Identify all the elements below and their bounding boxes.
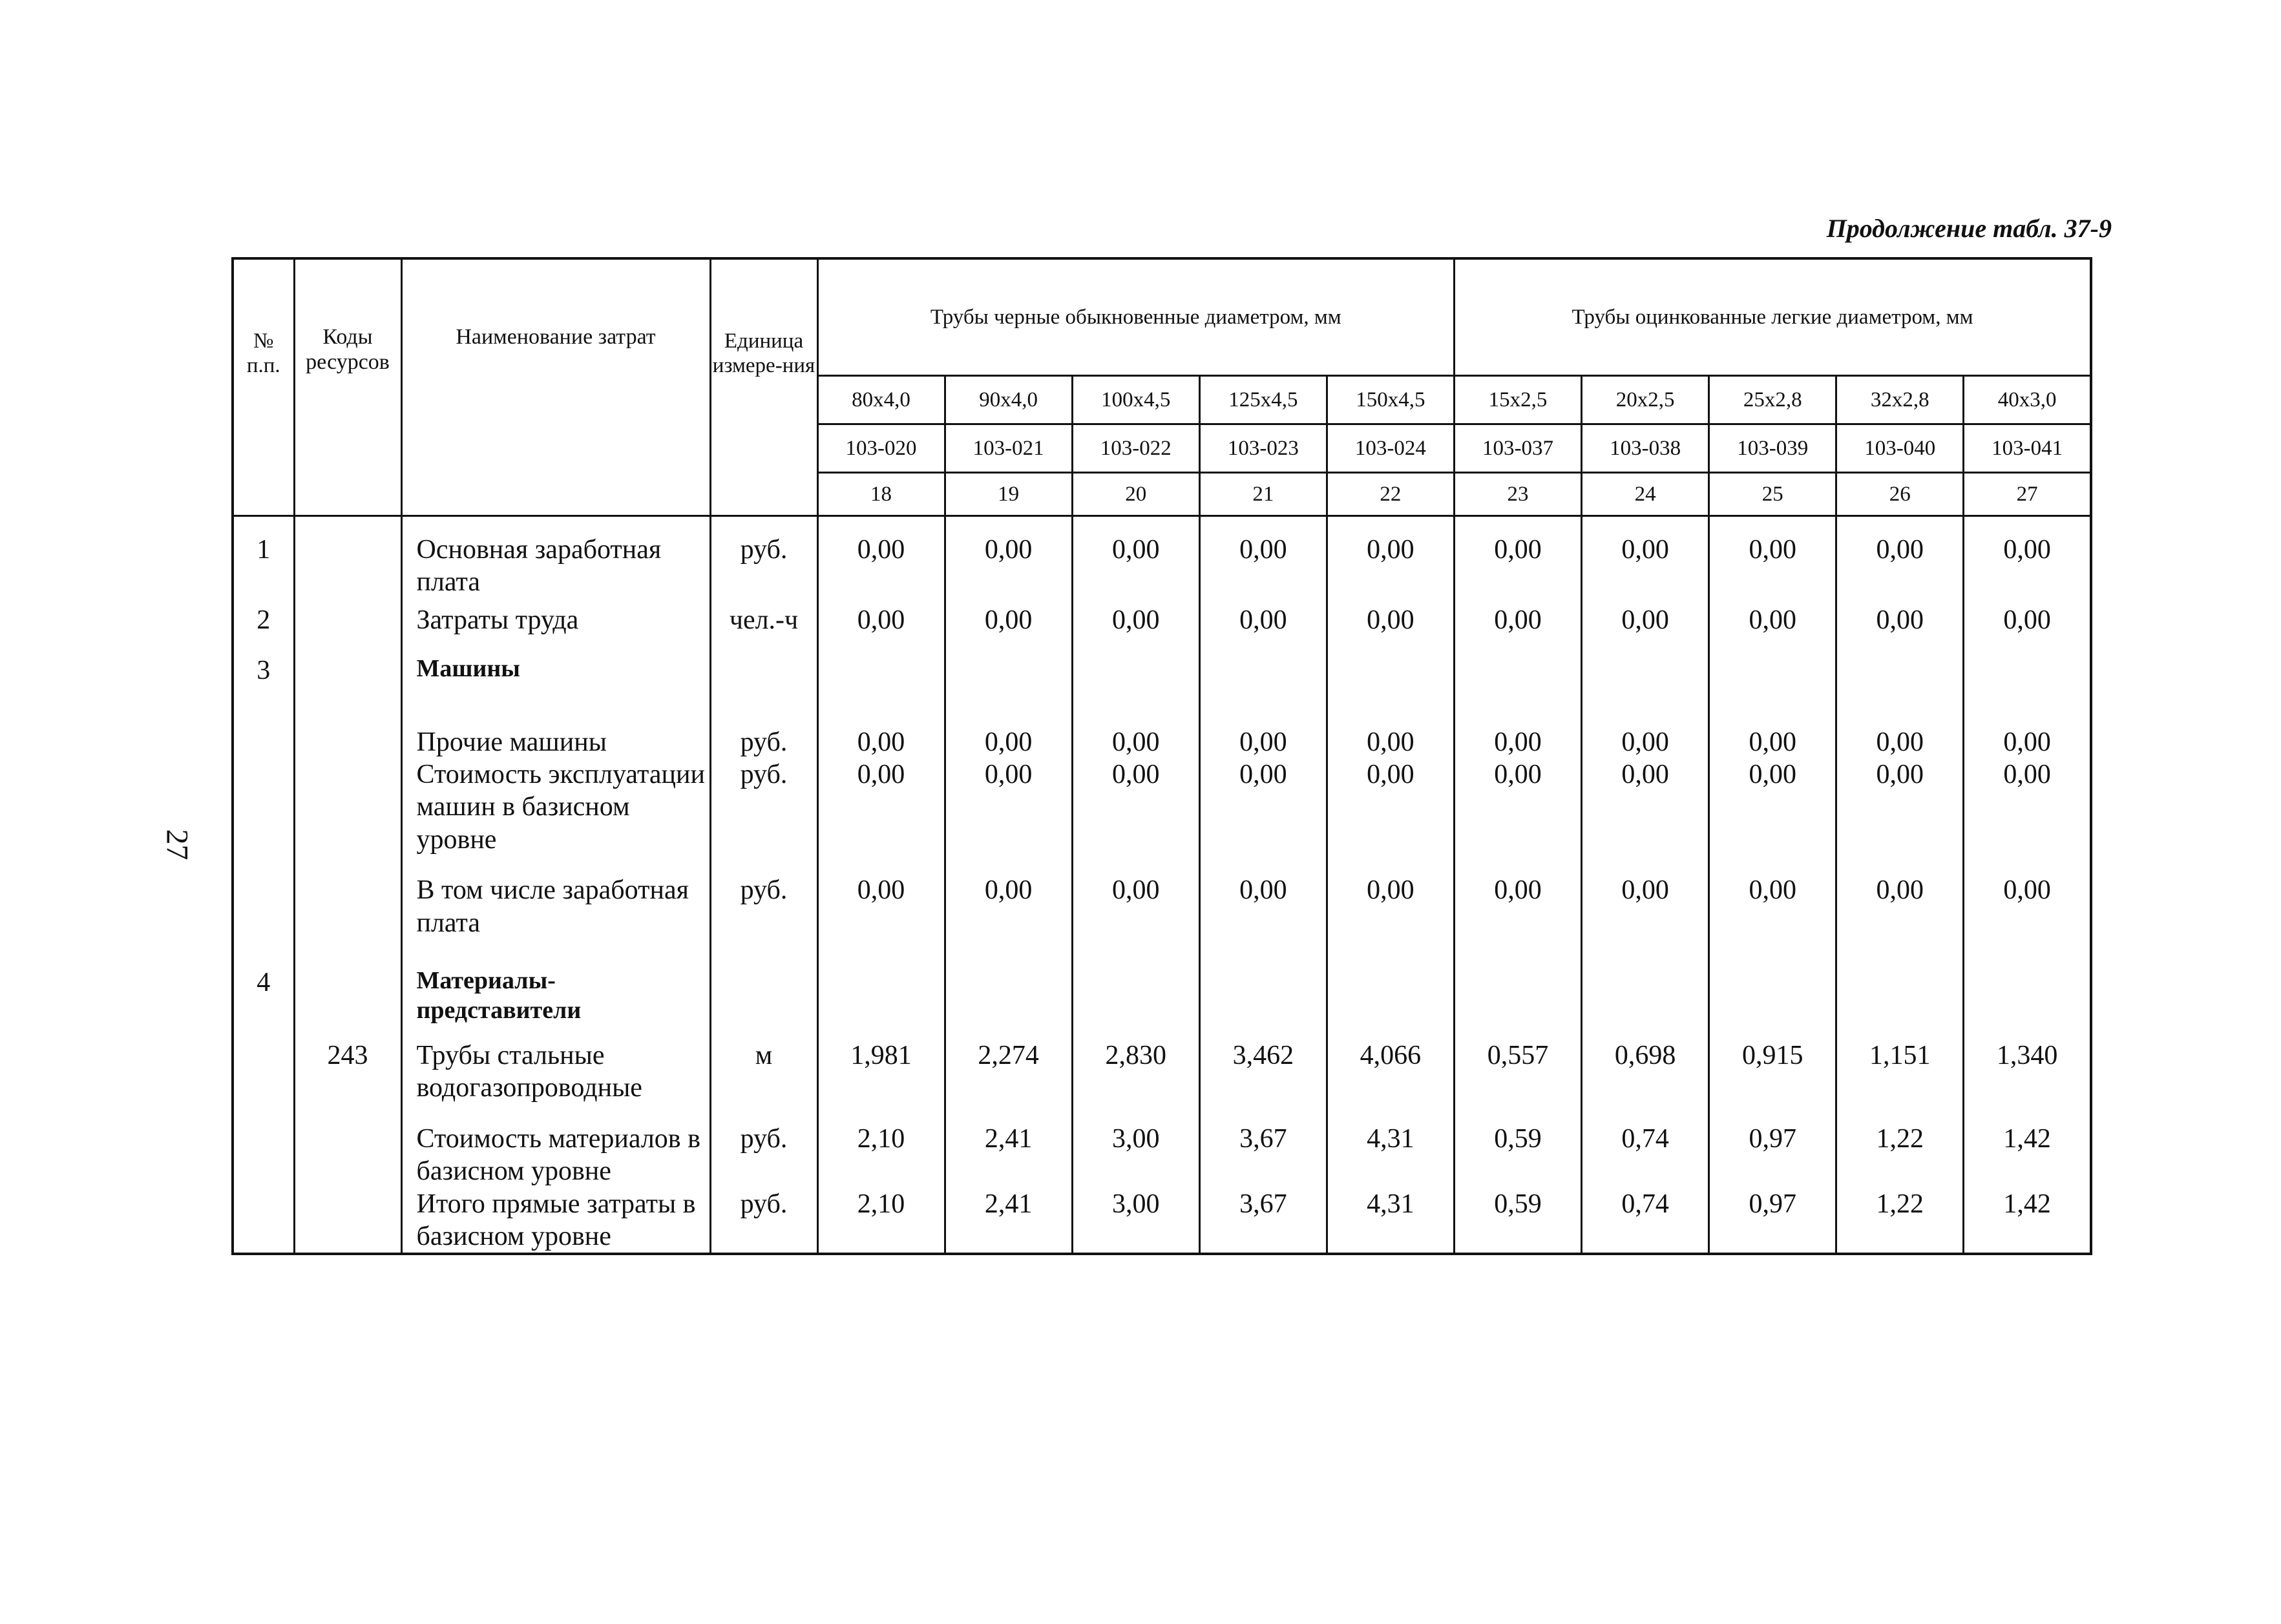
value-cell: 0,698 bbox=[1582, 1025, 1709, 1105]
pipe-size-header: 100х4,5 bbox=[1072, 376, 1199, 424]
value-cell: 2,10 bbox=[817, 1105, 945, 1188]
value-cell: 1,151 bbox=[1836, 1025, 1964, 1105]
value-cell: 2,830 bbox=[1072, 1025, 1199, 1105]
column-number-header: 18 bbox=[817, 473, 945, 516]
value-cell bbox=[1709, 636, 1836, 687]
value-cell bbox=[1199, 939, 1327, 1025]
pipe-code-header: 103-039 bbox=[1709, 424, 1836, 473]
table-row bbox=[233, 1105, 2091, 1188]
table-row bbox=[233, 599, 2091, 636]
value-cell: 0,97 bbox=[1709, 1105, 1836, 1188]
value-cell: 0,00 bbox=[817, 856, 945, 939]
cost-table bbox=[231, 257, 2092, 1255]
pipe-code-header: 103-038 bbox=[1582, 424, 1709, 473]
value-cell: 0,00 bbox=[1327, 687, 1454, 758]
table-row bbox=[233, 1188, 2091, 1254]
value-cell bbox=[1327, 636, 1454, 687]
header-no: № п.п. bbox=[233, 258, 294, 516]
column-number-header: 20 bbox=[1072, 473, 1199, 516]
resource-code bbox=[294, 1188, 401, 1254]
value-cell: 0,00 bbox=[1582, 599, 1709, 636]
cost-table-sheet bbox=[231, 257, 2092, 1255]
value-cell: 0,00 bbox=[1072, 516, 1199, 599]
value-cell: 0,00 bbox=[1454, 856, 1581, 939]
value-cell bbox=[1582, 636, 1709, 687]
cost-name: Трубы стальные водогазопроводные bbox=[401, 1025, 710, 1105]
value-cell: 0,00 bbox=[1072, 599, 1199, 636]
value-cell: 0,00 bbox=[817, 516, 945, 599]
unit: руб. bbox=[710, 856, 817, 939]
value-cell: 0,00 bbox=[1964, 687, 2091, 758]
value-cell: 0,00 bbox=[1454, 516, 1581, 599]
pipe-size-header: 40х3,0 bbox=[1964, 376, 2091, 424]
table-row bbox=[233, 856, 2091, 939]
row-number bbox=[233, 758, 294, 856]
value-cell: 0,00 bbox=[817, 687, 945, 758]
row-number: 4 bbox=[233, 939, 294, 1025]
value-cell: 0,557 bbox=[1454, 1025, 1581, 1105]
resource-code bbox=[294, 939, 401, 1025]
value-cell: 0,00 bbox=[1582, 856, 1709, 939]
pipe-size-header: 15х2,5 bbox=[1454, 376, 1581, 424]
table-row bbox=[233, 939, 2091, 1025]
value-cell: 0,00 bbox=[1709, 599, 1836, 636]
resource-code bbox=[294, 856, 401, 939]
resource-code: 243 bbox=[294, 1025, 401, 1105]
value-cell: 1,42 bbox=[1964, 1105, 2091, 1188]
column-number-header: 23 bbox=[1454, 473, 1581, 516]
row-number bbox=[233, 856, 294, 939]
table-row bbox=[233, 516, 2091, 599]
value-cell: 0,00 bbox=[1836, 758, 1964, 856]
pipe-size-header: 80х4,0 bbox=[817, 376, 945, 424]
value-cell: 0,00 bbox=[1072, 856, 1199, 939]
row-number bbox=[233, 687, 294, 758]
resource-code bbox=[294, 758, 401, 856]
value-cell bbox=[1964, 636, 2091, 687]
value-cell bbox=[1454, 636, 1581, 687]
value-cell: 0,00 bbox=[1327, 599, 1454, 636]
value-cell: 0,59 bbox=[1454, 1188, 1581, 1254]
column-number-header: 21 bbox=[1199, 473, 1327, 516]
value-cell: 0,00 bbox=[1199, 856, 1327, 939]
row-number: 3 bbox=[233, 636, 294, 687]
value-cell bbox=[817, 939, 945, 1025]
table-body bbox=[233, 516, 2091, 1254]
row-number bbox=[233, 1188, 294, 1254]
pipe-code-header: 103-024 bbox=[1327, 424, 1454, 473]
pipe-size-header: 32х2,8 bbox=[1836, 376, 1964, 424]
value-cell: 0,00 bbox=[1836, 599, 1964, 636]
value-cell: 0,915 bbox=[1709, 1025, 1836, 1105]
pipe-size-header: 20х2,5 bbox=[1582, 376, 1709, 424]
pipe-size-header: 125х4,5 bbox=[1199, 376, 1327, 424]
value-cell: 0,00 bbox=[945, 758, 1072, 856]
value-cell: 0,00 bbox=[945, 599, 1072, 636]
value-cell: 0,00 bbox=[945, 687, 1072, 758]
value-cell: 0,00 bbox=[1709, 856, 1836, 939]
value-cell: 0,00 bbox=[1199, 687, 1327, 758]
pipe-code-header: 103-020 bbox=[817, 424, 945, 473]
value-cell: 3,462 bbox=[1199, 1025, 1327, 1105]
value-cell: 0,00 bbox=[1964, 758, 2091, 856]
unit: руб. bbox=[710, 1105, 817, 1188]
unit: руб. bbox=[710, 758, 817, 856]
table-row bbox=[233, 1025, 2091, 1105]
row-number: 2 bbox=[233, 599, 294, 636]
row-number bbox=[233, 1025, 294, 1105]
table-row bbox=[233, 758, 2091, 856]
value-cell: 2,41 bbox=[945, 1188, 1072, 1254]
value-cell: 1,22 bbox=[1836, 1105, 1964, 1188]
value-cell bbox=[1199, 636, 1327, 687]
value-cell: 4,066 bbox=[1327, 1025, 1454, 1105]
value-cell: 2,41 bbox=[945, 1105, 1072, 1188]
table-row bbox=[233, 687, 2091, 758]
resource-code bbox=[294, 687, 401, 758]
value-cell: 0,00 bbox=[1327, 758, 1454, 856]
value-cell: 2,274 bbox=[945, 1025, 1072, 1105]
value-cell: 0,00 bbox=[1836, 856, 1964, 939]
value-cell: 0,00 bbox=[817, 758, 945, 856]
row-number: 1 bbox=[233, 516, 294, 599]
cost-name: Стоимость материалов в базисном уровне bbox=[401, 1105, 710, 1188]
value-cell bbox=[817, 636, 945, 687]
table-row bbox=[233, 636, 2091, 687]
pipe-size-header: 150х4,5 bbox=[1327, 376, 1454, 424]
column-number-header: 24 bbox=[1582, 473, 1709, 516]
pipe-code-header: 103-040 bbox=[1836, 424, 1964, 473]
table-header bbox=[233, 258, 2091, 516]
value-cell: 0,00 bbox=[1454, 758, 1581, 856]
value-cell: 0,00 bbox=[945, 516, 1072, 599]
value-cell: 0,74 bbox=[1582, 1188, 1709, 1254]
cost-name: Итого прямые затраты в базисном уровне bbox=[401, 1188, 710, 1254]
value-cell: 0,00 bbox=[1199, 516, 1327, 599]
value-cell: 1,340 bbox=[1964, 1025, 2091, 1105]
value-cell: 0,00 bbox=[1199, 599, 1327, 636]
pipe-code-header: 103-041 bbox=[1964, 424, 2091, 473]
value-cell: 3,67 bbox=[1199, 1188, 1327, 1254]
header-unit: Единица измере-ния bbox=[710, 258, 817, 516]
column-number-header: 27 bbox=[1964, 473, 2091, 516]
resource-code bbox=[294, 516, 401, 599]
value-cell bbox=[1582, 939, 1709, 1025]
value-cell: 0,00 bbox=[1709, 687, 1836, 758]
cost-name: Затраты труда bbox=[401, 599, 710, 636]
cost-name: Прочие машины bbox=[401, 687, 710, 758]
value-cell: 0,00 bbox=[1836, 516, 1964, 599]
value-cell: 3,00 bbox=[1072, 1188, 1199, 1254]
value-cell bbox=[1836, 939, 1964, 1025]
value-cell: 2,10 bbox=[817, 1188, 945, 1254]
value-cell: 0,00 bbox=[1964, 516, 2091, 599]
column-number-header: 19 bbox=[945, 473, 1072, 516]
value-cell: 0,00 bbox=[1709, 758, 1836, 856]
value-cell: 0,00 bbox=[1199, 758, 1327, 856]
pipe-code-header: 103-021 bbox=[945, 424, 1072, 473]
value-cell: 0,00 bbox=[1072, 687, 1199, 758]
value-cell: 1,42 bbox=[1964, 1188, 2091, 1254]
cost-name: Основная заработная плата bbox=[401, 516, 710, 599]
cost-name: Стоимость эксплуатации машин в базисном уровне bbox=[401, 758, 710, 856]
unit: руб. bbox=[710, 687, 817, 758]
cost-name: В том числе заработная плата bbox=[401, 856, 710, 939]
cost-name: Машины bbox=[401, 636, 710, 687]
column-number-header: 26 bbox=[1836, 473, 1964, 516]
value-cell: 4,31 bbox=[1327, 1188, 1454, 1254]
continuation-caption: Продолжение табл. 37-9 bbox=[1826, 214, 2112, 243]
value-cell bbox=[945, 636, 1072, 687]
header-codes: Коды ресурсов bbox=[294, 258, 401, 516]
pipe-code-header: 103-037 bbox=[1454, 424, 1581, 473]
value-cell: 0,00 bbox=[1327, 516, 1454, 599]
value-cell: 3,00 bbox=[1072, 1105, 1199, 1188]
resource-code bbox=[294, 636, 401, 687]
pipe-size-header: 25х2,8 bbox=[1709, 376, 1836, 424]
value-cell: 0,00 bbox=[1582, 758, 1709, 856]
pipe-code-header: 103-023 bbox=[1199, 424, 1327, 473]
value-cell: 0,00 bbox=[817, 599, 945, 636]
value-cell bbox=[1327, 939, 1454, 1025]
value-cell: 1,22 bbox=[1836, 1188, 1964, 1254]
value-cell: 0,74 bbox=[1582, 1105, 1709, 1188]
header-name: Наименование затрат bbox=[401, 258, 710, 516]
header-group-galvanized: Трубы оцинкованные легкие диаметром, мм bbox=[1454, 258, 2091, 376]
value-cell bbox=[945, 939, 1072, 1025]
value-cell: 0,00 bbox=[1582, 687, 1709, 758]
value-cell: 0,00 bbox=[1709, 516, 1836, 599]
unit: руб. bbox=[710, 516, 817, 599]
value-cell bbox=[1454, 939, 1581, 1025]
unit bbox=[710, 939, 817, 1025]
cost-name: Материалы-представители bbox=[401, 939, 710, 1025]
value-cell bbox=[1072, 636, 1199, 687]
value-cell: 0,59 bbox=[1454, 1105, 1581, 1188]
column-number-header: 25 bbox=[1709, 473, 1836, 516]
value-cell: 0,97 bbox=[1709, 1188, 1836, 1254]
value-cell bbox=[1072, 939, 1199, 1025]
value-cell: 0,00 bbox=[1964, 599, 2091, 636]
value-cell bbox=[1836, 636, 1964, 687]
value-cell: 0,00 bbox=[1836, 687, 1964, 758]
value-cell: 4,31 bbox=[1327, 1105, 1454, 1188]
column-number-header: 22 bbox=[1327, 473, 1454, 516]
value-cell: 3,67 bbox=[1199, 1105, 1327, 1188]
unit: м bbox=[710, 1025, 817, 1105]
value-cell: 0,00 bbox=[1327, 856, 1454, 939]
resource-code bbox=[294, 599, 401, 636]
page-number: 27 bbox=[160, 829, 194, 860]
pipe-size-header: 90х4,0 bbox=[945, 376, 1072, 424]
resource-code bbox=[294, 1105, 401, 1188]
value-cell bbox=[1709, 939, 1836, 1025]
value-cell: 0,00 bbox=[1964, 856, 2091, 939]
unit: чел.-ч bbox=[710, 599, 817, 636]
value-cell bbox=[1964, 939, 2091, 1025]
value-cell: 1,981 bbox=[817, 1025, 945, 1105]
header-group-black: Трубы черные обыкновенные диаметром, мм bbox=[817, 258, 1454, 376]
unit: руб. bbox=[710, 1188, 817, 1254]
value-cell: 0,00 bbox=[1582, 516, 1709, 599]
row-number bbox=[233, 1105, 294, 1188]
value-cell: 0,00 bbox=[1454, 599, 1581, 636]
value-cell: 0,00 bbox=[1454, 687, 1581, 758]
unit bbox=[710, 636, 817, 687]
pipe-code-header: 103-022 bbox=[1072, 424, 1199, 473]
value-cell: 0,00 bbox=[1072, 758, 1199, 856]
value-cell: 0,00 bbox=[945, 856, 1072, 939]
